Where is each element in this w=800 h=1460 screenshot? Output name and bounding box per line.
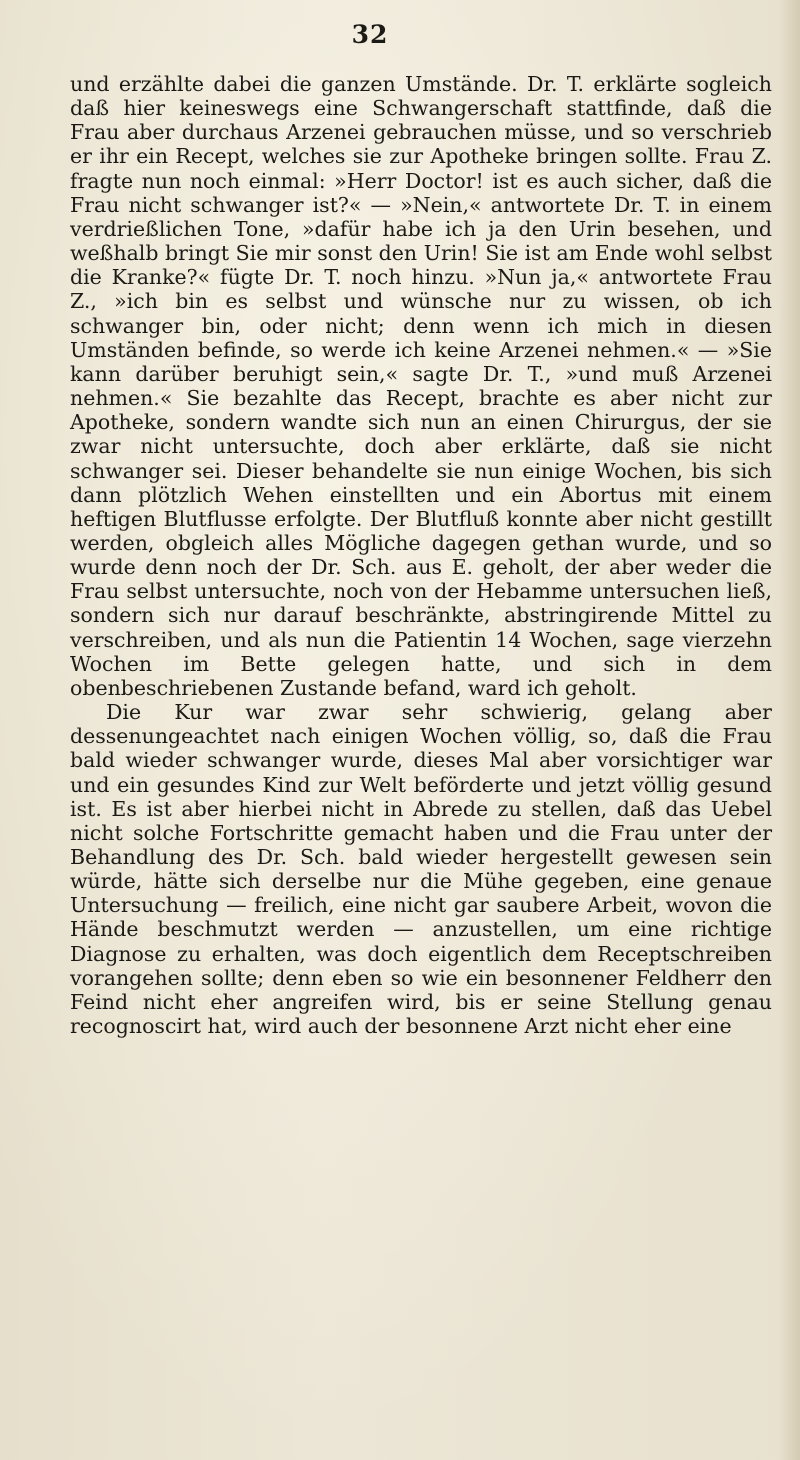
paragraph-1: und erzählte dabei die ganzen Umstände. Dr. T. erklärte sogleich daß hier keineswegs eine Schwangerschaft stattfinde, daß die Frau aber durchaus Arzenei gebrauchen müsse, und so verschrieb er ihr ein Recept, welches sie zur Apotheke bringen sollte. Frau Z. fragte nun noch einmal: »Herr Doctor! ist es auch sicher, daß die Frau nicht schwanger ist?« — »Nein,« antwortete Dr. T. in einem verdrießlichen Tone, »dafür habe ich ja den Urin besehen, und weßhalb bringt Sie mir sonst den Urin! Sie ist am Ende wohl selbst die Kranke?« fügte Dr. T. noch hinzu. »Nun ja,« antwortete Frau Z., »ich bin es selbst und wünsche nur zu wissen, ob ich schwanger bin, oder nicht; denn wenn ich mich in diesen Umständen befinde, so werde ich keine Arzenei nehmen.« — »Sie kann darüber beruhigt sein,« sagte Dr. T., »und muß Arzenei nehmen.« Sie bezahlte das Recept, brachte es aber nicht zur Apotheke, sondern wandte sich nun an einen Chirurgus, der sie zwar nicht untersuchte, doch aber erklärte, daß sie nicht schwanger sei. Dieser behandelte sie nun einige Wochen, bis sich dann plötzlich Wehen einstellten und ein Abortus mit einem heftigen Blutflusse erfolgte. Der Blutfluß konnte aber nicht gestillt werden, obgleich alles Mögliche dagegen gethan wurde, und so wurde denn noch der Dr. Sch. aus E. geholt, der aber weder die Frau selbst untersuchte, noch von der Hebamme untersuchen ließ, sondern sich nur darauf beschränkte, abstringirende Mittel zu verschreiben, und als nun die Patientin 14 Wochen, sage vierzehn Wochen im Bette gelegen hatte, und sich in dem obenbeschriebenen Zustande befand, ward ich geholt. (70, 72, 772, 700)
page-number: 32 (351, 20, 389, 49)
body-text (70, 72, 772, 1038)
paragraph-2: Die Kur war zwar sehr schwierig, gelang aber dessenungeachtet nach einigen Wochen völlig, so, daß die Frau bald wieder schwanger wurde, dieses Mal aber vorsichtiger war und ein gesundes Kind zur Welt beförderte und jetzt völlig gesund ist. Es ist aber hierbei nicht in Abrede zu stellen, daß das Uebel nicht solche Fortschritte gemacht haben und die Frau unter der Behandlung des Dr. Sch. bald wieder hergestellt gewesen sein würde, hätte sich derselbe nur die Mühe gegeben, eine genaue Untersuchung — freilich, eine nicht gar saubere Arbeit, wovon die Hände beschmutzt werden — anzustellen, um eine richtige Diagnose zu erhalten, was doch eigentlich dem Receptschreiben vorangehen sollte; denn eben so wie ein besonnener Feldherr den Feind nicht eher angreifen wird, bis er seine Stellung genau recognoscirt hat, wird auch der besonnene Arzt nicht eher eine (70, 700, 772, 1039)
page-edge-shadow (778, 0, 800, 1460)
